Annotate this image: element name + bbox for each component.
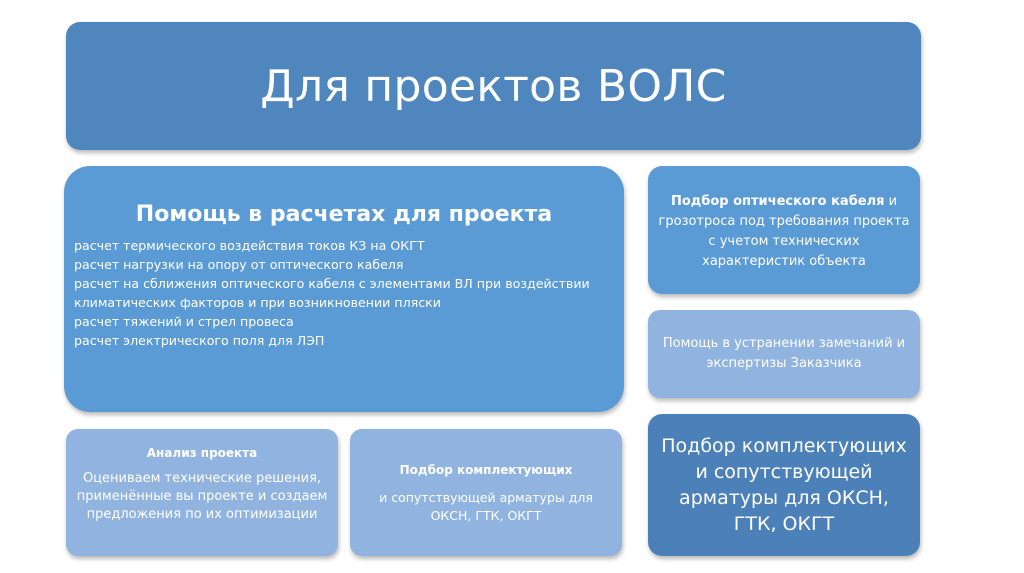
calc-heading: Помощь в расчетах для проекта	[135, 202, 553, 227]
calc-item: расчет термического воздействия токов КЗ на ОКГТ	[74, 238, 425, 253]
components-oksn-box	[648, 414, 920, 556]
calc-item: расчет нагрузки на опору от оптического кабеля	[74, 257, 404, 272]
project-analysis-text: Оцениваем технические решения, применённые вы проекте и создаем предложения по их оптимизации	[76, 471, 328, 522]
project-analysis-title: Анализ проекта	[146, 446, 258, 460]
components-oksn-text: Подбор комплектующих и сопутствующей арматуры для ОКСН, ГТК, ОКГТ	[661, 435, 907, 535]
fiber-cable-text: и грозотроса под требования проекта с учетом технических характеристик объекта	[658, 194, 910, 269]
components-text: и сопутствующей арматуры для ОКСН, ГТК, ОКГТ	[379, 490, 593, 523]
components-title: Подбор комплектующих	[399, 463, 573, 477]
page-title: Для проектов ВОЛС	[260, 60, 727, 112]
remarks-help-box	[648, 310, 920, 398]
fiber-cable-box	[648, 166, 920, 294]
calc-list	[74, 236, 614, 350]
calc-item: расчет на сближения оптического кабеля с элементами ВЛ при воздействии климатических факторов и при возникновении пляски	[74, 276, 590, 310]
components-box	[350, 429, 622, 556]
calc-item: расчет тяжений и стрел провеса	[74, 314, 294, 329]
calc-box	[64, 166, 624, 412]
fiber-cable-title: Подбор оптического кабеля	[670, 194, 885, 209]
title-box	[66, 22, 921, 150]
calc-item: расчет электрического поля для ЛЭП	[74, 333, 325, 348]
remarks-help-text: Помощь в устранении замечаний и экспертизы Заказчика	[662, 336, 906, 371]
project-analysis-box	[66, 429, 338, 556]
